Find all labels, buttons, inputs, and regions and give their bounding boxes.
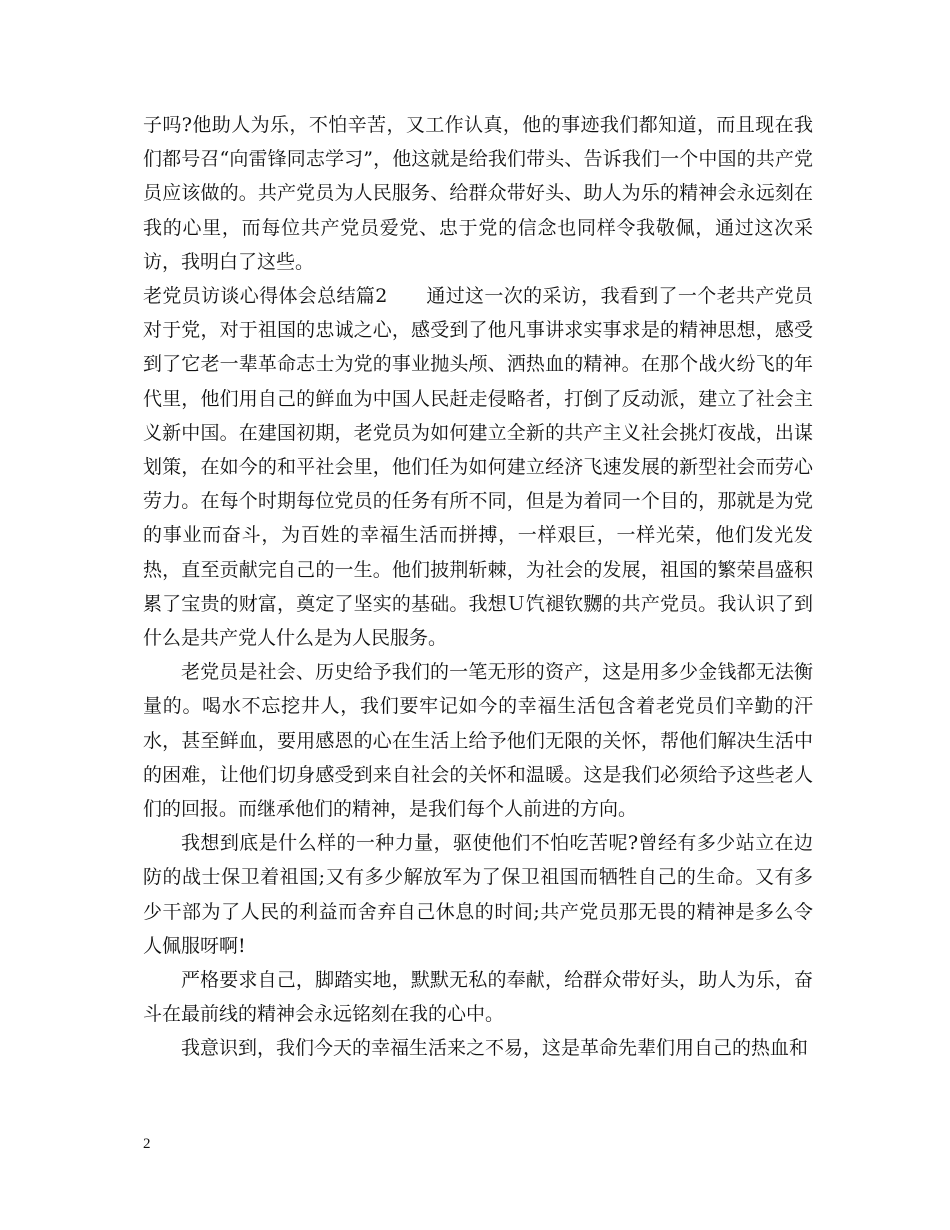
- paragraph-5: 严格要求自己，脚踏实地，默默无私的奉献，给群众带好头，助人为乐，奋斗在最前线的精神会永远铭刻在我的心中。: [143, 969, 813, 1026]
- document-body: [143, 108, 813, 1066]
- paragraph-6: 我意识到，我们今天的幸福生活来之不易，这是革命先辈们用自己的热血和: [181, 1037, 809, 1060]
- paragraph-3: 老党员是社会、历史给予我们的一笔无形的资产，这是用多少金钱都无法衡量的。喝水不忘挖井人，我们要牢记如今的幸福生活包含着老党员们辛勤的汗水，甚至鲜血，要用感恩的心在生活上给予他们无限的关怀，帮他们解决生活中的困难，让他们切身感受到来自社会的关怀和温暖。这是我们必须给予这些老人们的回报。而继承他们的精神，是我们每个人前进的方向。: [143, 661, 813, 821]
- paragraph-2: 老党员访谈心得体会总结篇2 通过这一次的采访，我看到了一个老共产党员对于党，对于祖国的忠诚之心，感受到了他凡事讲求实事求是的精神思想，感受到了它老一辈革命志士为党的事业抛头颅、洒热血的精神。在那个战火纷飞的年代里，他们用自己的鲜血为中国人民赶走侵略者，打倒了反动派，建立了社会主义新中国。在建国初期，老党员为如何建立全新的共产主义社会挑灯夜战，出谋划策，在如今的和平社会里，他们任为如何建立经济飞速发展的新型社会而劳心劳力。在每个时期每位党员的任务有所不同，但是为着同一个目的，那就是为党的事业而奋斗，为百姓的幸福生活而拼搏，一样艰巨，一样光荣，他们发光发热，直至贡献完自己的一生。他们披荆斩棘，为社会的发展，祖国的繁荣昌盛积累了宝贵的财富，奠定了坚实的基础。我想Ｕ饩褪钦嬲的共产党员。我认识了到什么是共产党人什么是为人民服务。: [143, 285, 813, 650]
- paragraph-1: 子吗?他助人为乐，不怕辛苦，又工作认真，他的事迹我们都知道，而且现在我们都号召“向雷锋同志学习”，他这就是给我们带头、告诉我们一个中国的共产党员应该做的。共产党员为人民服务、给群众带好头、助人为乐的精神会永远刻在我的心里，而每位共产党员爱党、忠于党的信念也同样令我敬佩，通过这次采访，我明白了这些。: [143, 114, 813, 273]
- page-number: 2: [143, 1136, 151, 1152]
- paragraph-4: 我想到底是什么样的一种力量，驱使他们不怕吃苦呢?曾经有多少站立在边防的战士保卫着祖国;又有多少解放军为了保卫祖国而牺牲自己的生命。又有多少干部为了人民的利益而舍弃自己休息的时间;共产党员那无畏的精神是多么令人佩服呀啊!: [143, 832, 813, 957]
